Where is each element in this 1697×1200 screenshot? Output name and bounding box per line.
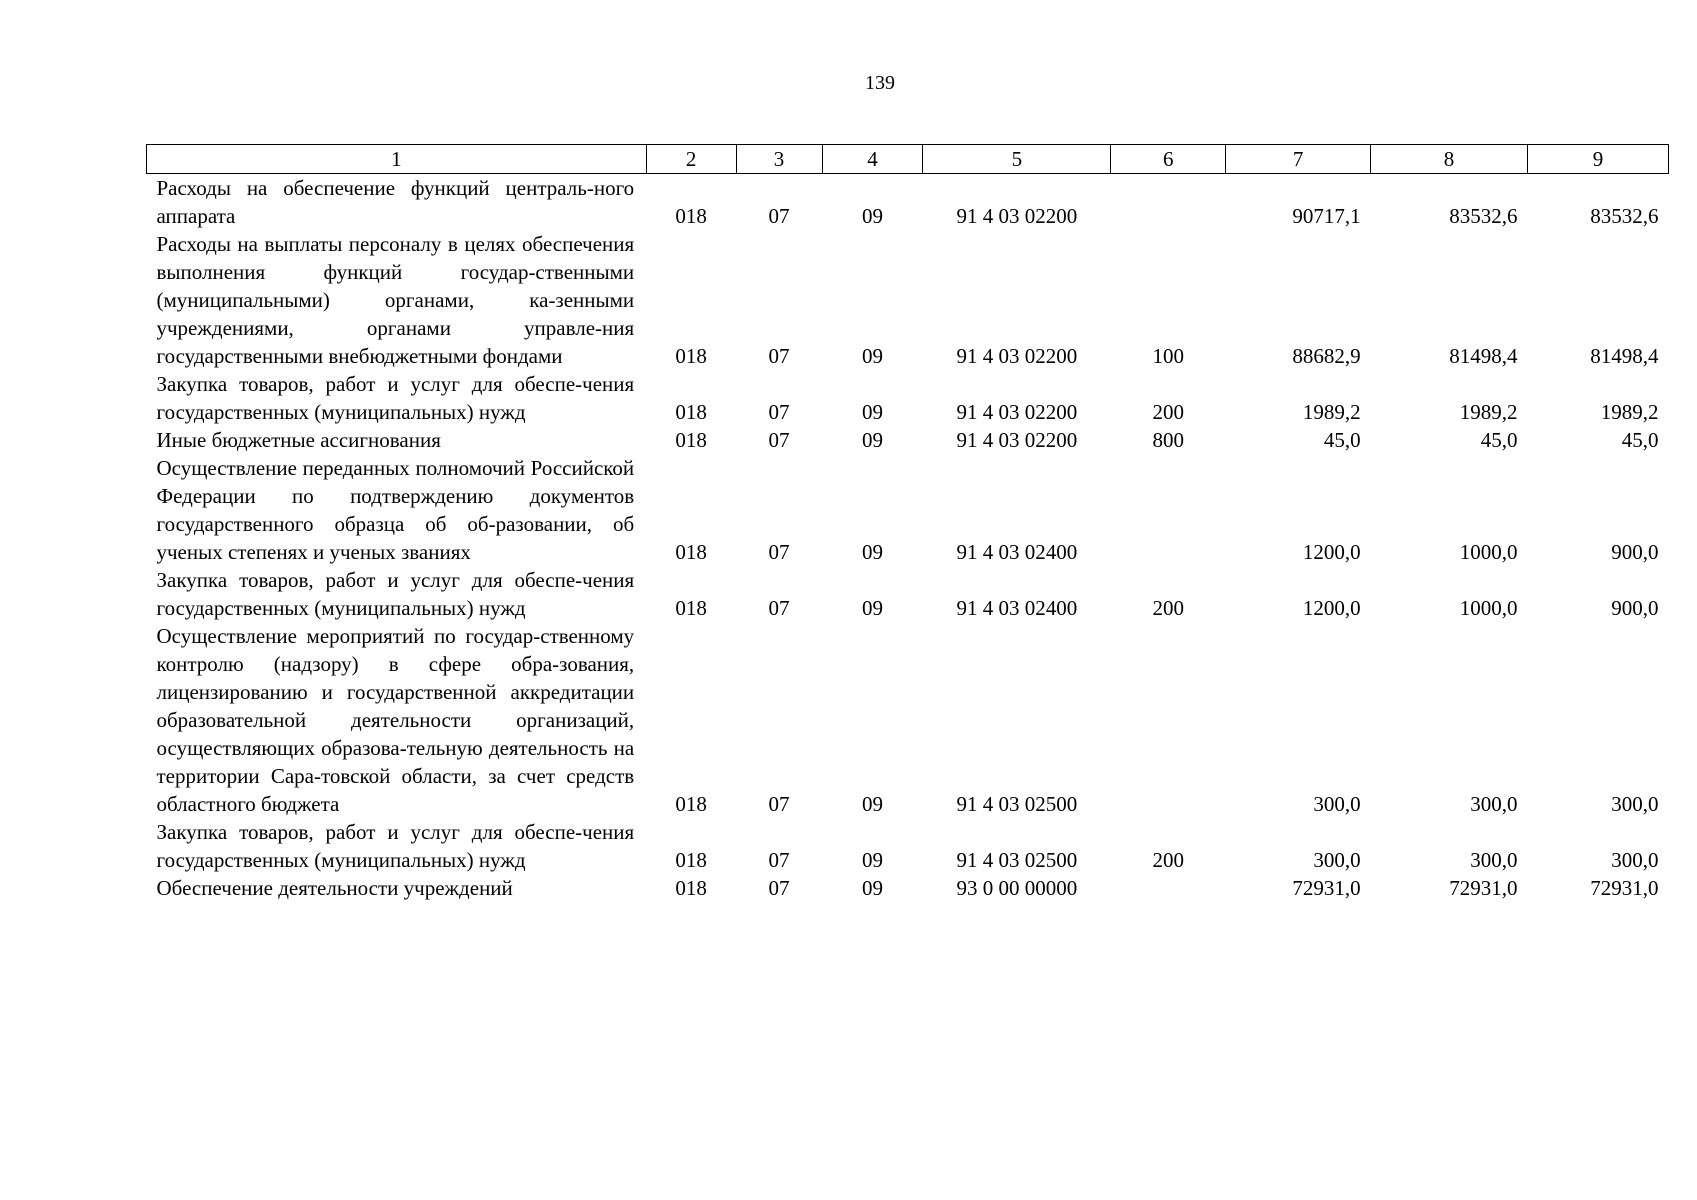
subsection-code: 09 (861, 876, 883, 900)
row-description: Иные бюджетные ассигнования (156, 428, 441, 452)
amount-col-7: 1989,2 (1302, 400, 1361, 424)
table-row (147, 874, 1669, 902)
row-description: Расходы на выплаты персоналу в целях обеспечения выполнения функций государ-ственными (муниципальными) органами, ка-зенными учреждениями, органами управле-ния государственными внебюджетными фондами (156, 232, 635, 368)
section-code: 07 (768, 344, 790, 368)
amount-col-8: 1000,0 (1459, 596, 1518, 620)
amount-col-9: 300,0 (1611, 792, 1659, 816)
section-code: 07 (768, 428, 790, 452)
header-cell: 9 (1528, 145, 1669, 174)
amount-col-9: 83532,6 (1590, 204, 1659, 228)
expense-type-code (1111, 454, 1226, 566)
table-row (147, 230, 1669, 370)
ministry-code: 018 (675, 848, 707, 872)
table-row (147, 566, 1669, 622)
section-code: 07 (768, 792, 790, 816)
section-code: 07 (768, 540, 790, 564)
subsection-code: 09 (861, 400, 883, 424)
expense-type-code (1111, 622, 1226, 818)
amount-col-9: 900,0 (1611, 596, 1659, 620)
expense-type-code: 200 (1152, 400, 1184, 424)
header-cell: 6 (1111, 145, 1226, 174)
header-cell: 4 (822, 145, 923, 174)
section-code: 07 (768, 876, 790, 900)
expense-type-code (1111, 874, 1226, 902)
amount-col-8: 81498,4 (1449, 344, 1518, 368)
amount-col-7: 90717,1 (1292, 204, 1361, 228)
ministry-code: 018 (675, 428, 707, 452)
amount-col-7: 88682,9 (1292, 344, 1361, 368)
amount-col-9: 900,0 (1611, 540, 1659, 564)
amount-col-8: 1000,0 (1459, 540, 1518, 564)
amount-col-7: 300,0 (1313, 848, 1361, 872)
amount-col-9: 72931,0 (1590, 876, 1659, 900)
section-code: 07 (768, 596, 790, 620)
header-cell: 5 (923, 145, 1111, 174)
ministry-code: 018 (675, 876, 707, 900)
amount-col-8: 300,0 (1470, 792, 1518, 816)
table-row (147, 426, 1669, 454)
section-code: 07 (768, 204, 790, 228)
section-code: 07 (768, 400, 790, 424)
table-row (147, 174, 1669, 231)
amount-col-7: 1200,0 (1302, 596, 1361, 620)
row-description: Расходы на обеспечение функций централь-ного аппарата (156, 176, 635, 228)
ministry-code: 018 (675, 596, 707, 620)
target-article-code: 91 4 03 02200 (956, 204, 1078, 228)
amount-col-9: 1989,2 (1600, 400, 1659, 424)
amount-col-8: 83532,6 (1449, 204, 1518, 228)
target-article-code: 91 4 03 02500 (956, 848, 1078, 872)
target-article-code: 91 4 03 02400 (956, 596, 1078, 620)
ministry-code: 018 (675, 400, 707, 424)
row-description: Обеспечение деятельности учреждений (156, 876, 513, 900)
header-cell: 2 (646, 145, 736, 174)
table-row (147, 818, 1669, 874)
section-code: 07 (768, 848, 790, 872)
header-cell: 3 (736, 145, 822, 174)
subsection-code: 09 (861, 540, 883, 564)
header-cell: 1 (147, 145, 647, 174)
amount-col-8: 300,0 (1470, 848, 1518, 872)
ministry-code: 018 (675, 204, 707, 228)
subsection-code: 09 (861, 848, 883, 872)
amount-col-8: 72931,0 (1449, 876, 1518, 900)
amount-col-7: 45,0 (1323, 428, 1361, 452)
amount-col-7: 72931,0 (1292, 876, 1361, 900)
row-description: Осуществление мероприятий по государ-ственному контролю (надзору) в сфере обра-зования, лицензированию и государственной аккредитации образовательной деятельности организаций, осуществляющих образова-тельную деятельность на территории Сара-товской области, за счет средств областного бюджета (156, 624, 635, 816)
expense-type-code: 800 (1152, 428, 1184, 452)
header-cell: 7 (1226, 145, 1371, 174)
header-cell: 8 (1371, 145, 1528, 174)
row-description: Закупка товаров, работ и услуг для обеспе-чения государственных (муниципальных) нужд (156, 820, 635, 872)
amount-col-9: 300,0 (1611, 848, 1659, 872)
expense-type-code (1111, 174, 1226, 231)
amount-col-9: 81498,4 (1590, 344, 1659, 368)
page-number: 139 (865, 72, 895, 94)
subsection-code: 09 (861, 344, 883, 368)
subsection-code: 09 (861, 204, 883, 228)
expense-type-code: 100 (1152, 344, 1184, 368)
subsection-code: 09 (861, 792, 883, 816)
amount-col-7: 1200,0 (1302, 540, 1361, 564)
expense-type-code: 200 (1152, 596, 1184, 620)
target-article-code: 91 4 03 02500 (956, 792, 1078, 816)
amount-col-9: 45,0 (1621, 428, 1659, 452)
budget-table (146, 144, 1669, 902)
ministry-code: 018 (675, 540, 707, 564)
row-description: Осуществление переданных полномочий Российской Федерации по подтверждению документов государственного образца об об-разовании, об ученых степенях и ученых званиях (156, 456, 635, 564)
target-article-code: 91 4 03 02200 (956, 400, 1078, 424)
amount-col-8: 45,0 (1480, 428, 1518, 452)
amount-col-8: 1989,2 (1459, 400, 1518, 424)
target-article-code: 91 4 03 02200 (956, 344, 1078, 368)
amount-col-7: 300,0 (1313, 792, 1361, 816)
table-header (147, 145, 1669, 174)
subsection-code: 09 (861, 428, 883, 452)
target-article-code: 93 0 00 00000 (956, 876, 1078, 900)
table-row (147, 454, 1669, 566)
target-article-code: 91 4 03 02400 (956, 540, 1078, 564)
row-description: Закупка товаров, работ и услуг для обеспе-чения государственных (муниципальных) нужд (156, 372, 635, 424)
table-row (147, 622, 1669, 818)
header-row (147, 145, 1669, 174)
row-description: Закупка товаров, работ и услуг для обеспе-чения государственных (муниципальных) нужд (156, 568, 635, 620)
table-row (147, 370, 1669, 426)
subsection-code: 09 (861, 596, 883, 620)
ministry-code: 018 (675, 344, 707, 368)
target-article-code: 91 4 03 02200 (956, 428, 1078, 452)
ministry-code: 018 (675, 792, 707, 816)
expense-type-code: 200 (1152, 848, 1184, 872)
